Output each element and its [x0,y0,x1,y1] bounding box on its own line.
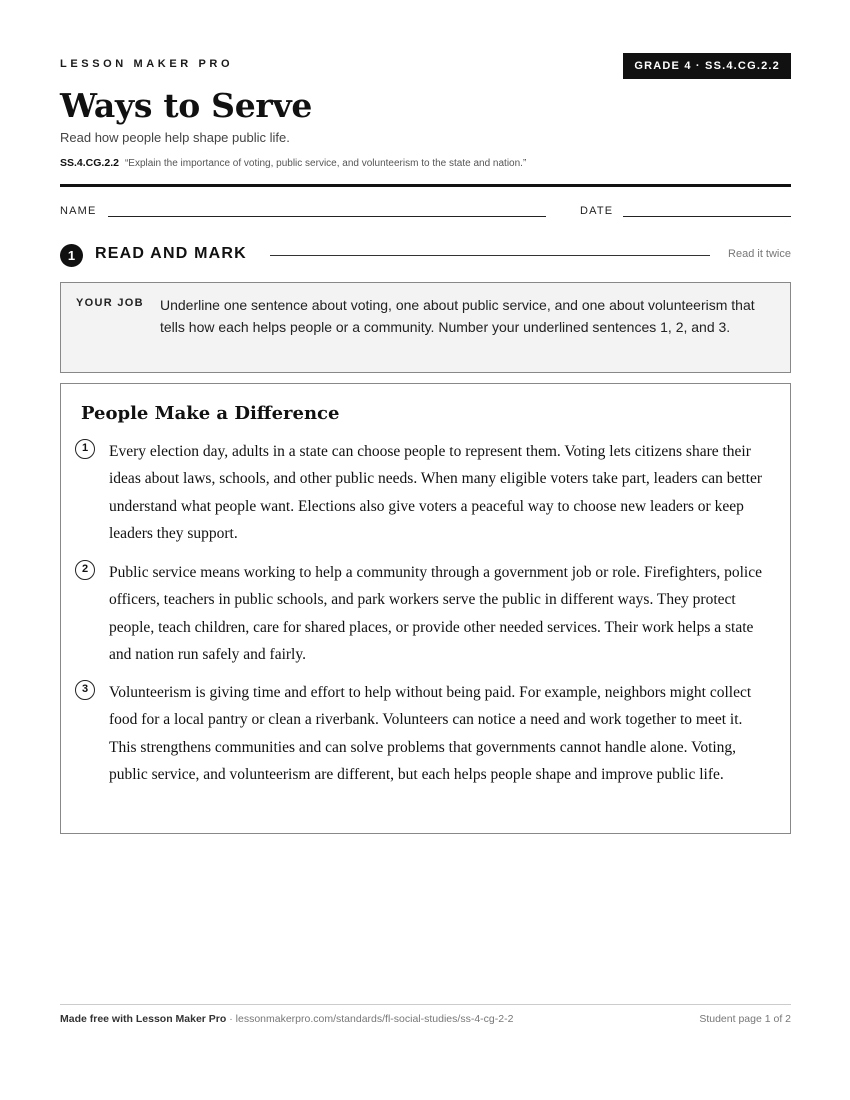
paragraph-number: 3 [75,680,95,700]
page-subtitle: Read how people help shape public life. [60,130,290,145]
grade-badge: GRADE 4 · SS.4.CG.2.2 [623,53,791,79]
paragraph-number: 2 [75,560,95,580]
footer-credit [60,1013,513,1025]
date-label: DATE [580,205,614,217]
section-rule [270,255,710,256]
reading-passage [60,383,791,834]
footer-url: · lessonmakerpro.com/standards/fl-social-studies/ss-4-cg-2-2 [226,1013,514,1025]
paragraph-number: 1 [75,439,95,459]
standard-line [60,157,526,169]
footer-page-number: Student page 1 of 2 [699,1013,791,1025]
brand-name: LESSON MAKER PRO [60,58,234,70]
section-note: Read it twice [728,248,791,260]
page-title: Ways to Serve [60,86,313,125]
date-field[interactable] [623,216,791,217]
section-number-badge: 1 [60,244,83,267]
section-title: READ AND MARK [95,245,247,262]
header-divider [60,184,791,187]
name-date-row [60,205,791,221]
paragraph-text: Volunteerism is giving time and effort to help without being paid. For example, neighbors might collect food for a local pantry or clean a riverbank. Volunteers can notice a need and work together to meet it. This strengthens communities and can solve problems that governments cannot handle alone. Voting, public service, and volunteerism are different, but each helps people shape and improve public life. [109,684,752,783]
footer-divider [60,1004,791,1005]
passage-title: People Make a Difference [81,403,340,424]
instructions-text: Underline one sentence about voting, one about public service, and one about volunteerism that tells how each helps people or a community. Number your underlined sentences 1, 2, and 3. [160,297,755,335]
standard-text: “Explain the importance of voting, public service, and volunteerism to the state and nation.” [124,158,527,169]
paragraph-text: Every election day, adults in a state can choose people to represent them. Voting lets citizens share their ideas about laws, schools, and other public needs. When many eligible voters take part, leaders can better understand what people want. Elections also give voters a peaceful way to choose new leaders or keep leaders they support. [109,443,763,542]
footer-made-by: Made free with Lesson Maker Pro [60,1013,227,1025]
instructions-box [60,282,791,373]
section-header [60,243,791,267]
name-label: NAME [60,205,97,217]
worksheet-page [60,0,791,1100]
paragraph-text: Public service means working to help a community through a government job or role. Firefighters, police officers, teachers in public schools, and park workers serve the public in different ways. They protect people, teach children, care for shared places, or provide other needed services. Their work helps a state and nation run safely and fairly. [109,564,762,663]
standard-code: SS.4.CG.2.2 [60,157,119,169]
name-field[interactable] [108,216,546,217]
instructions-label: YOUR JOB [76,297,144,309]
header [60,52,791,80]
